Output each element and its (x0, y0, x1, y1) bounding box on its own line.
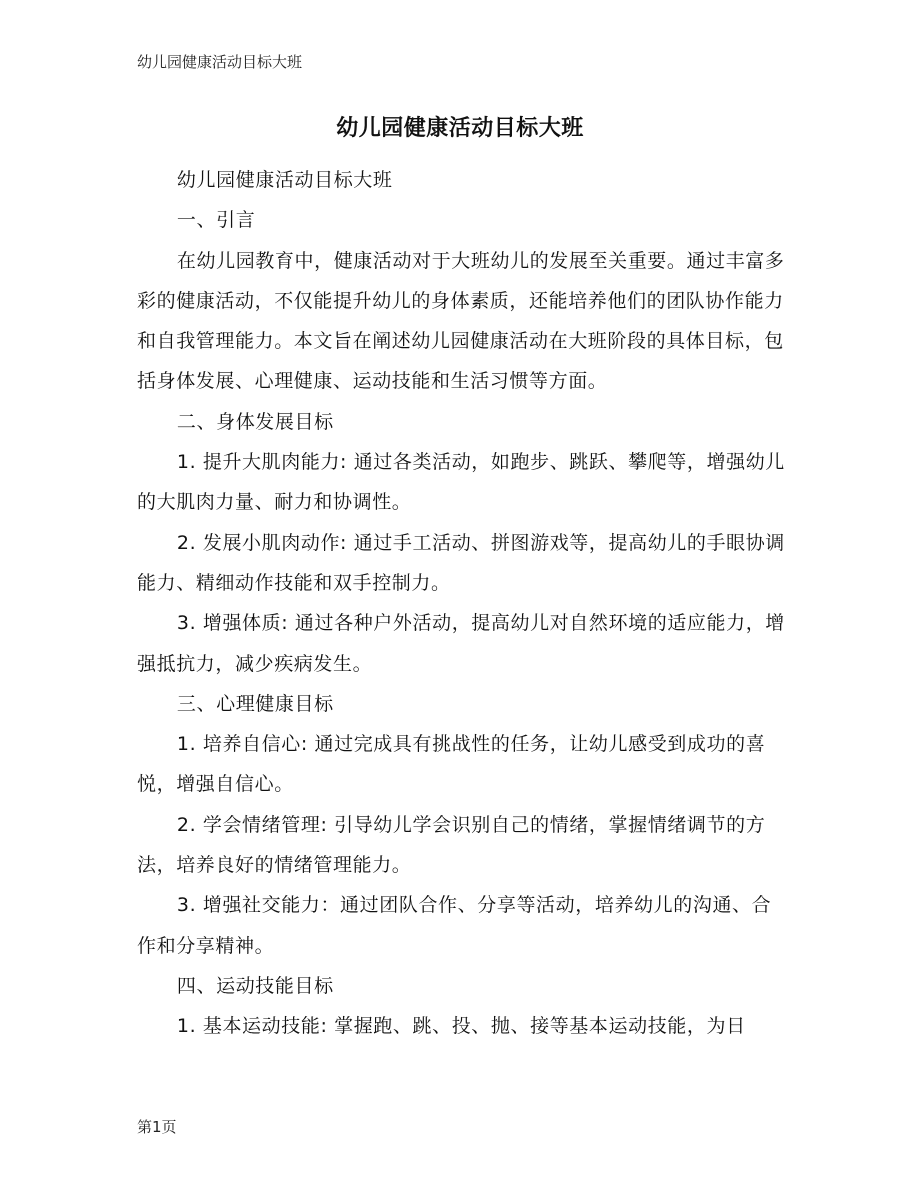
list-item-physical-2: 2. 发展小肌肉动作: 通过手工活动、拼图游戏等，提高幼儿的手眼协调能力、精细动作技能和双手控制力。 (137, 531, 785, 594)
running-header: 幼儿园健康活动目标大班 (137, 53, 303, 71)
list-item-motor-1: 1. 基本运动技能: 掌握跑、跳、投、抛、接等基本运动技能，为日 (176, 1015, 746, 1038)
section-heading-motor: 四、运动技能目标 (176, 974, 334, 997)
list-item-mental-2: 2. 学会情绪管理: 引导幼儿学会识别自己的情绪，掌握情绪调节的方法，培养良好的情绪管理能力。 (137, 813, 766, 877)
paragraph-introduction: 在幼儿园教育中，健康活动对于大班幼儿的发展至关重要。通过丰富多彩的健康活动，不仅能提升幼儿的身体素质，还能培养他们的团队协作能力和自我管理能力。本文旨在阐述幼儿园健康活动在大班阶段的具体目标，包括身体发展、心理健康、运动技能和生活习惯等方面。 (137, 249, 785, 393)
list-item-mental-1: 1. 培养自信心: 通过完成具有挑战性的任务，让幼儿感受到成功的喜悦，增强自信心。 (137, 733, 766, 796)
page-number: 第1页 (137, 1118, 177, 1136)
section-heading-mental: 三、心理健康目标 (176, 692, 334, 715)
document-title: 幼儿园健康活动目标大班 (336, 116, 584, 141)
list-item-physical-3: 3. 增强体质: 通过各种户外活动，提高幼儿对自然环境的适应能力，增强抵抗力，减少疾病发生。 (137, 612, 785, 675)
list-item-physical-1: 1. 提升大肌肉能力: 通过各类活动，如跑步、跳跃、攀爬等，增强幼儿的大肌肉力量、耐力和协调性。 (137, 451, 785, 514)
paragraph-subtitle: 幼儿园健康活动目标大班 (176, 169, 393, 191)
list-item-mental-3: 3. 增强社交能力：通过团队合作、分享等活动，培养幼儿的沟通、合作和分享精神。 (137, 894, 772, 957)
document-body (137, 160, 790, 1047)
section-heading-physical: 二、身体发展目标 (176, 410, 334, 433)
section-heading-introduction: 一、引言 (176, 209, 256, 232)
